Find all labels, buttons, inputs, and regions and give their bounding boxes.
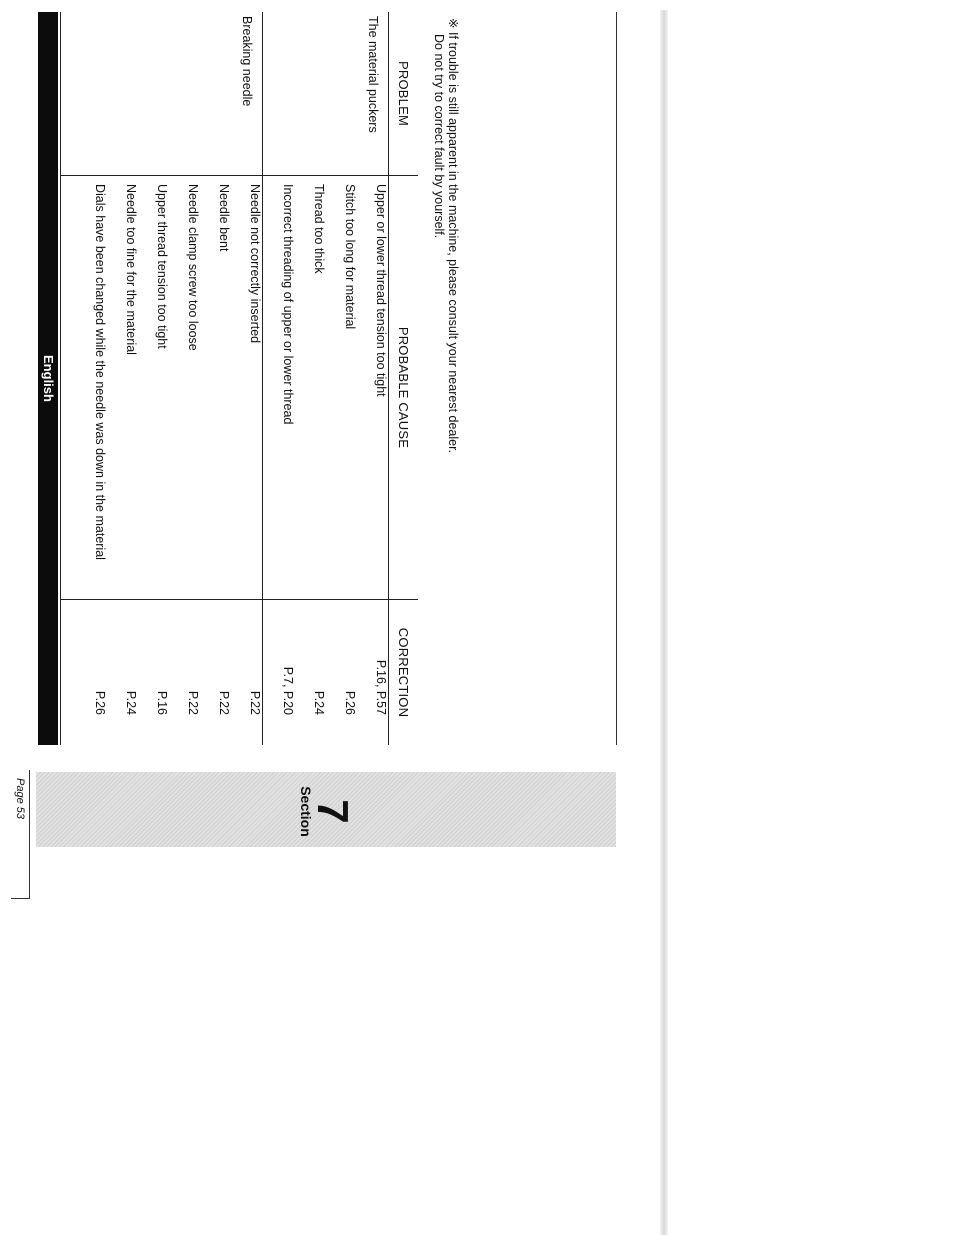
correction-item: P.24 xyxy=(312,690,326,715)
cause-item: Incorrect threading of upper or lower thread xyxy=(281,184,295,425)
divider xyxy=(616,12,617,745)
note-line-1: If trouble is still apparent in the machine, please consult your nearest dealer. xyxy=(446,31,460,454)
note-line-2: Do not try to correct fault by yourself. xyxy=(432,34,446,239)
cause-item: Needle bent xyxy=(216,184,231,252)
footnote xyxy=(432,18,460,718)
cause-item: Dials have been changed while the needle was down in the material xyxy=(92,184,107,560)
cause-item: Upper thread tension too tight xyxy=(154,184,169,349)
cause-item: Upper or lower thread tension too tight xyxy=(374,184,388,397)
section-label: Section xyxy=(298,786,314,837)
note-symbol: ※ xyxy=(446,18,460,29)
cause-item: Needle not correctly inserted xyxy=(247,184,262,344)
problem-cell: Breaking needle xyxy=(61,12,263,176)
cause-item: Thread too thick xyxy=(312,184,326,274)
cause-item: Needle too fine for the material xyxy=(123,184,138,355)
cause-item: Needle clamp screw too loose xyxy=(185,184,200,351)
column-header-correction: CORRECTION xyxy=(389,600,419,746)
problem-cell: The material puckers xyxy=(262,12,388,176)
language-banner: English xyxy=(38,12,58,745)
correction-item: P.16 xyxy=(154,690,169,715)
scan-binding-shadow xyxy=(660,10,668,1235)
correction-item: P.16, P.57 xyxy=(374,659,388,715)
correction-item: P.22 xyxy=(185,690,200,715)
section-number: 7 xyxy=(308,799,357,824)
troubleshooting-table xyxy=(60,12,418,737)
correction-item: P.26 xyxy=(343,690,357,715)
correction-item: P.22 xyxy=(216,690,231,715)
cause-item: Stitch too long for material xyxy=(343,184,357,330)
column-header-cause: PROBABLE CAUSE xyxy=(389,176,419,600)
table-row-group xyxy=(262,12,388,745)
page-number: Page 53 xyxy=(11,770,30,899)
table-row-group xyxy=(61,12,263,745)
correction-item: P.22 xyxy=(247,690,262,715)
correction-item: P.24 xyxy=(123,690,138,715)
column-header-problem: PROBLEM xyxy=(389,12,419,176)
correction-item: P.26 xyxy=(92,690,107,715)
correction-item: P.7, P.20 xyxy=(281,666,295,715)
